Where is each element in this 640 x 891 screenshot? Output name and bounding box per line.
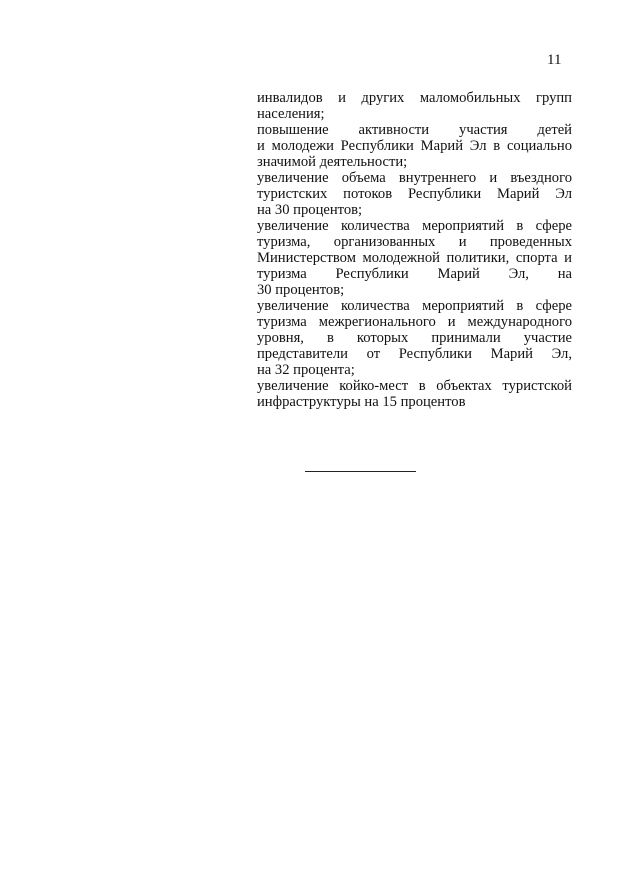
text-line: увеличение койко-мест в объектах туристской <box>257 378 572 394</box>
text-line: на 30 процентов; <box>257 202 363 218</box>
body-text <box>257 90 572 410</box>
text-line: уровня, в которых принимали участие <box>257 330 572 346</box>
text-line: туризма, организованных и проведенных <box>257 234 572 250</box>
text-line: представители от Республики Марий Эл, <box>257 346 572 362</box>
text-line: туризма Республики Марий Эл, на <box>257 266 572 282</box>
text-line: населения; <box>257 106 325 122</box>
text-line: увеличение количества мероприятий в сфере <box>257 218 572 234</box>
text-line: и молодежи Республики Марий Эл в социально <box>257 138 572 154</box>
text-line: на 32 процента; <box>257 362 355 378</box>
text-line: туристских потоков Республики Марий Эл <box>257 186 572 202</box>
text-line: Министерством молодежной политики, спорта и <box>257 250 572 266</box>
text-line: инвалидов и других маломобильных групп <box>257 90 572 106</box>
text-line: 30 процентов; <box>257 282 345 298</box>
text-line: повышение активности участия детей <box>257 122 572 138</box>
separator-line <box>305 471 416 472</box>
text-line: туризма межрегионального и международного <box>257 314 572 330</box>
page-number: 11 <box>547 52 562 68</box>
text-line: значимой деятельности; <box>257 154 408 170</box>
text-line: увеличение количества мероприятий в сфере <box>257 298 572 314</box>
text-line: инфраструктуры на 15 процентов <box>257 394 466 410</box>
text-line: увеличение объема внутреннего и въездного <box>257 170 572 186</box>
